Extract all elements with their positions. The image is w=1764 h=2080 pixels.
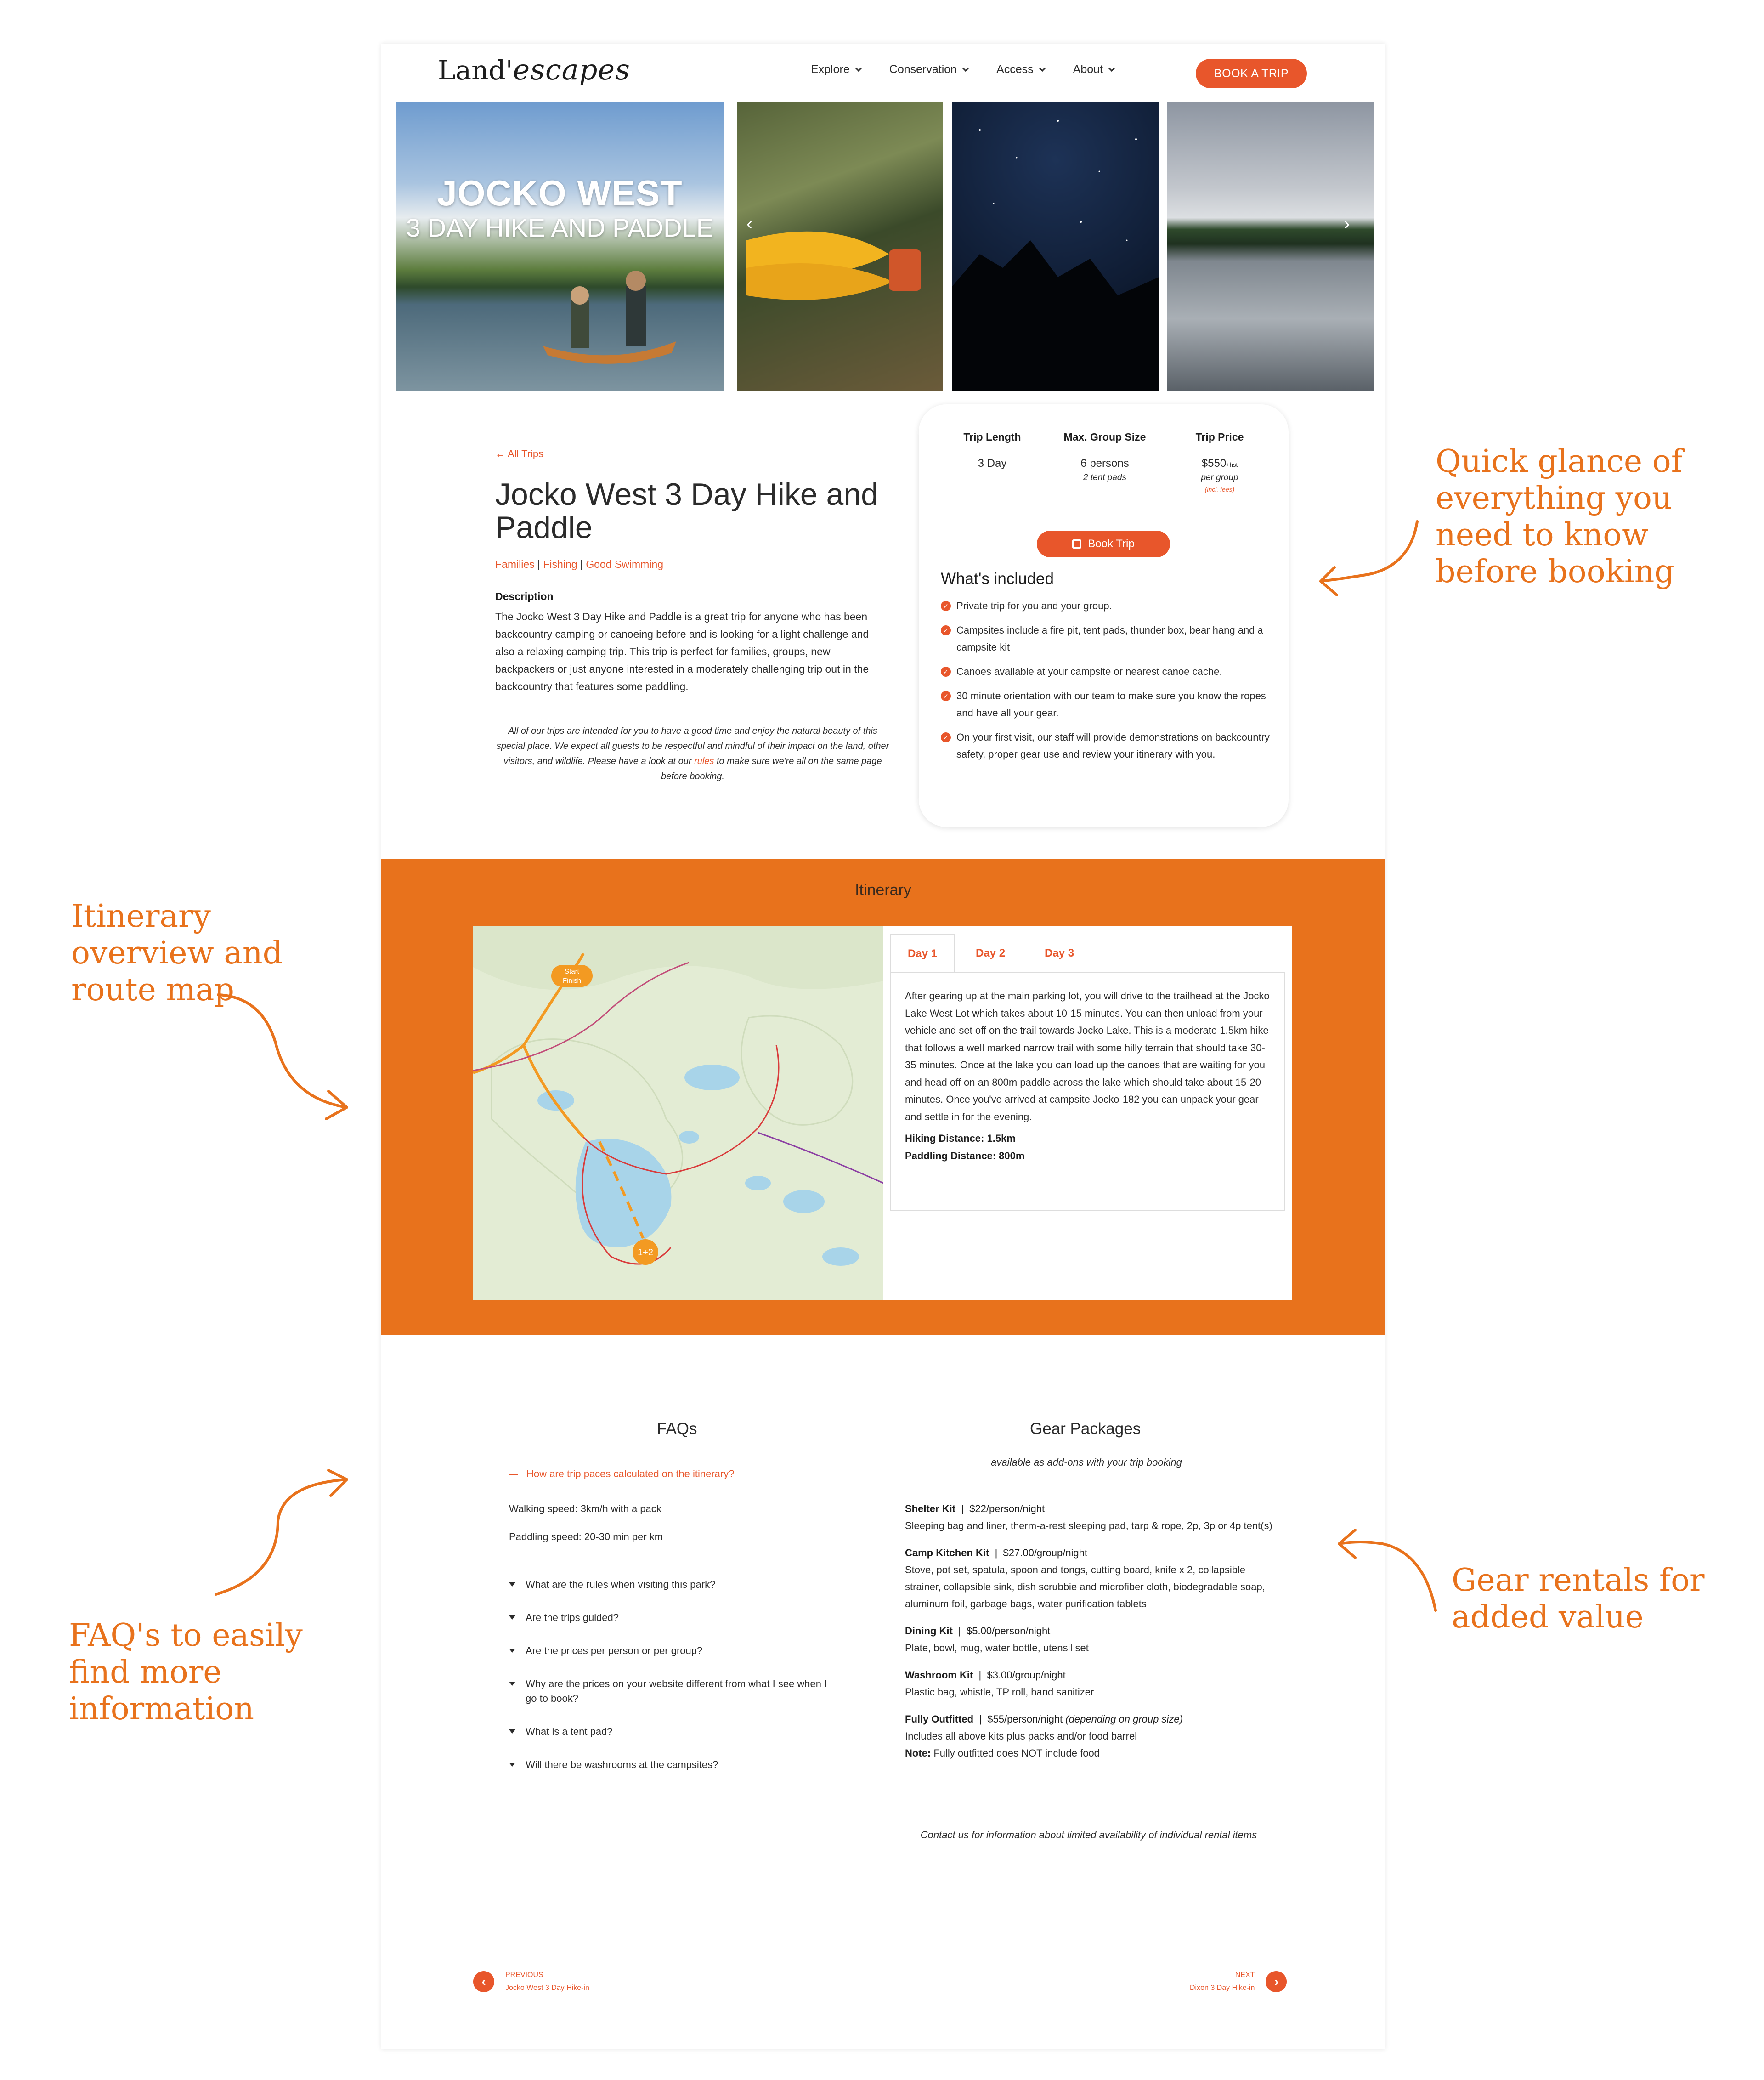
rules-link[interactable]: rules xyxy=(694,756,714,766)
gear-extra: (depending on group size) xyxy=(1065,1713,1183,1725)
included-text: Private trip for you and your group. xyxy=(956,600,1112,612)
book-trip-label: Book Trip xyxy=(1088,538,1135,550)
included-text: 30 minute orientation with our team to make sure you know the ropes and have all your gear. xyxy=(956,690,1266,719)
list-item xyxy=(941,622,1272,656)
list-item xyxy=(941,663,1272,680)
itinerary-section xyxy=(381,859,1385,1335)
night-sky-illustration xyxy=(952,102,1159,391)
map-finish-label: Finish xyxy=(562,977,582,985)
next-label: NEXT xyxy=(1235,1971,1255,1979)
list-item xyxy=(941,729,1272,763)
nav-label: Access xyxy=(996,63,1034,76)
nav-label: Explore xyxy=(811,63,850,76)
day-content xyxy=(890,972,1285,1211)
nav-about[interactable] xyxy=(1073,63,1114,76)
route-map-drawing xyxy=(473,926,883,1300)
previous-title: Jocko West 3 Day Hike-in xyxy=(505,1984,589,1992)
faq-list xyxy=(509,1577,840,1791)
route-map[interactable] xyxy=(473,926,883,1300)
caret-down-icon xyxy=(509,1649,515,1653)
map-start-label: Start xyxy=(565,968,579,975)
stat-sub: per group xyxy=(1201,473,1238,482)
included-text: Canoes available at your campsite or nearest canoe cache. xyxy=(956,666,1222,677)
gear-package: Fully Outfitted | $55/person/night (depending on group size) Includes all above kits plus packs and/or food barrel Note: Fully outfitted does NOT include food xyxy=(905,1711,1272,1762)
note-text: All of our trips are intended for you to have a good time and enjoy the natural beauty of this special place. We expect all guests to be respectful and mindful of their impact on the land, other visitors, and wildlife. Please have a look at our xyxy=(496,726,889,766)
gear-price: $22/person/night xyxy=(969,1503,1045,1514)
gear-desc: Stove, pot set, spatula, spoon and tongs, cutting board, knife x 2, collapsible strainer, collapsible sink, dish scrubbie and microfiber cloth, biodegradable soap, aluminum foil, garbage bags, water purification tablets xyxy=(905,1564,1265,1610)
nav-label: Conservation xyxy=(889,63,957,76)
gallery-image-lake[interactable] xyxy=(1167,102,1374,391)
main-nav xyxy=(811,63,1142,76)
gear-name: Fully Outfitted xyxy=(905,1713,974,1725)
gear-desc: Includes all above kits plus packs and/or food barrel xyxy=(905,1730,1137,1742)
faqs-heading: FAQs xyxy=(657,1420,697,1438)
included-heading: What's included xyxy=(941,570,1054,588)
caret-down-icon xyxy=(509,1615,515,1620)
gear-name: Shelter Kit xyxy=(905,1503,956,1514)
kayaks-illustration xyxy=(737,102,943,391)
price-unit: +hst xyxy=(1226,461,1238,468)
gallery-image-canoe[interactable] xyxy=(396,102,724,391)
faq-item[interactable] xyxy=(509,1610,840,1625)
annotation-arrow-icon xyxy=(211,988,358,1126)
book-trip-button[interactable] xyxy=(1037,531,1170,557)
calendar-icon xyxy=(1072,539,1081,549)
minus-icon xyxy=(509,1474,518,1475)
stat-label: Trip Price xyxy=(1195,431,1244,443)
gear-desc: Plate, bowl, mug, water bottle, utensil set xyxy=(905,1642,1089,1654)
gear-name: Washroom Kit xyxy=(905,1669,973,1681)
gallery-subtitle: 3 DAY HIKE AND PADDLE xyxy=(406,213,714,242)
included-text: On your first visit, our staff will provide demonstrations on backcountry safety, proper gear use and review your itinerary with you. xyxy=(956,731,1270,760)
faq-item[interactable] xyxy=(509,1644,840,1658)
gear-contact-note: Contact us for information about limited availability of individual rental items xyxy=(920,1829,1257,1841)
page-card xyxy=(381,44,1385,2049)
chevron-left-circle-icon: ‹ xyxy=(473,1971,494,1992)
gear-package: Shelter Kit | $22/person/night Sleeping bag and liner, therm-a-rest sleeping pad, tarp & rope, 2p, 3p or 4p tent(s) xyxy=(905,1500,1272,1534)
faq-question-text: What is a tent pad? xyxy=(526,1726,613,1737)
stat-value: 6 persons xyxy=(1080,457,1129,470)
book-a-trip-button[interactable]: BOOK A TRIP xyxy=(1196,59,1307,88)
faq-question-text: Are the prices per person or per group? xyxy=(526,1645,703,1656)
gear-price: $3.00/group/night xyxy=(987,1669,1066,1681)
tag-link[interactable]: Good Swimming xyxy=(586,558,664,570)
gallery-image-kayaks[interactable] xyxy=(737,102,943,391)
check-circle-icon: ✓ xyxy=(941,667,951,677)
next-trip-link[interactable] xyxy=(1190,1969,1287,1995)
gear-package: Washroom Kit | $3.00/group/night Plastic bag, whistle, TP roll, hand sanitizer xyxy=(905,1666,1272,1700)
faq-answer-line: Paddling speed: 20-30 min per km xyxy=(509,1531,663,1542)
annotation-arrow-icon xyxy=(209,1466,361,1604)
trip-summary-card xyxy=(919,404,1289,827)
gear-package: Camp Kitchen Kit | $27.00/group/night Stove, pot set, spatula, spoon and tongs, cutting board, knife x 2, collapsible strainer, collapsible sink, dish scrubbie and microfiber cloth, biodegradable soap, aluminum foil, garbage bags, water purification tablets xyxy=(905,1544,1272,1612)
nav-label: About xyxy=(1073,63,1103,76)
map-camp-label: 1+2 xyxy=(638,1247,653,1258)
stat-label: Max. Group Size xyxy=(1063,431,1146,443)
nav-access[interactable] xyxy=(996,63,1045,76)
all-trips-label: All Trips xyxy=(507,448,544,459)
check-circle-icon: ✓ xyxy=(941,732,951,742)
stat-trip-length xyxy=(951,431,1034,470)
stat-group-size xyxy=(1052,431,1158,483)
chevron-down-icon xyxy=(1108,65,1115,71)
all-trips-link[interactable]: ← All Trips xyxy=(495,448,544,459)
tab-day-3[interactable]: Day 3 xyxy=(1045,947,1074,959)
chevron-down-icon xyxy=(962,65,969,71)
annotation-itinerary: Itinerary overview and route map xyxy=(71,898,283,1008)
chevron-right-icon[interactable]: › xyxy=(1344,214,1350,234)
caret-down-icon xyxy=(509,1682,515,1686)
annotation-arrow-icon xyxy=(1332,1525,1442,1617)
nav-explore[interactable] xyxy=(811,63,861,76)
faq-answer-line: Walking speed: 3km/h with a pack xyxy=(509,1503,662,1514)
stat-sub: 2 tent pads xyxy=(1083,473,1127,482)
gear-name: Dining Kit xyxy=(905,1625,953,1637)
logo[interactable] xyxy=(438,53,630,103)
gear-desc: Sleeping bag and liner, therm-a-rest sleeping pad, tarp & rope, 2p, 3p or 4p tent(s) xyxy=(905,1520,1272,1531)
chevron-down-icon xyxy=(855,65,862,71)
stat-note: (incl. fees) xyxy=(1204,486,1235,493)
description-heading: Description xyxy=(495,590,554,602)
tab-day-2[interactable]: Day 2 xyxy=(976,947,1006,959)
tag-link[interactable]: Fishing xyxy=(543,558,577,570)
faq-question-text: Will there be washrooms at the campsites? xyxy=(526,1759,718,1770)
caret-down-icon xyxy=(509,1582,515,1587)
itinerary-panel xyxy=(883,926,1292,1300)
caret-down-icon xyxy=(509,1763,515,1767)
tag-link[interactable]: Families xyxy=(495,558,535,570)
gear-price: $5.00/person/night xyxy=(967,1625,1051,1637)
canoe-illustration xyxy=(396,102,724,391)
annotation-quick-glance: Quick glance of everything you need to know before booking xyxy=(1436,443,1683,590)
previous-label: PREVIOUS xyxy=(505,1971,543,1979)
stat-trip-price xyxy=(1185,431,1254,493)
gear-desc: Plastic bag, whistle, TP roll, hand sanitizer xyxy=(905,1686,1094,1698)
chevron-down-icon xyxy=(1039,65,1046,71)
gear-name: Camp Kitchen Kit xyxy=(905,1547,989,1559)
chevron-left-icon[interactable]: ‹ xyxy=(746,214,753,234)
faq-question-text: How are trip paces calculated on the itinerary? xyxy=(526,1468,735,1479)
hiking-distance: Hiking Distance: 1.5km xyxy=(905,1133,1016,1144)
included-text: Campsites include a fire pit, tent pads, thunder box, bear hang and a campsite kit xyxy=(956,624,1263,653)
previous-trip-link[interactable] xyxy=(473,1969,589,1995)
next-title: Dixon 3 Day Hike-in xyxy=(1190,1984,1255,1992)
day-description: After gearing up at the main parking lot, you will drive to the trailhead at the Jocko Lake West Lot which takes about 10-15 minutes. You can then unload from your vehicle and set off on the trail towards Jocko Lake. This is a moderate 1.5km hike that follows a well marked narrow trail with some hilly terrain that should take 30-35 minutes. Once at the lake you can load up the canoes that are waiting for you and head off on an 800m paddle across the lake which should take about 15-20 minutes. Once you've arrived at campsite Jocko-182 you can unpack your gear and settle in for the evening. xyxy=(905,990,1270,1122)
faq-question-text: Are the trips guided? xyxy=(526,1612,619,1623)
list-item xyxy=(941,597,1272,614)
gear-note-label: Note: xyxy=(905,1747,931,1759)
faq-open-question[interactable] xyxy=(509,1468,734,1480)
guest-note xyxy=(495,724,890,784)
check-circle-icon: ✓ xyxy=(941,625,951,635)
trip-tags: Families | Fishing | Good Swimming xyxy=(495,558,664,570)
nav-conservation[interactable] xyxy=(889,63,968,76)
stat-value: 3 Day xyxy=(978,457,1007,470)
price-value: $550 xyxy=(1201,457,1227,470)
faq-item[interactable] xyxy=(509,1577,840,1592)
faq-question-text: Why are the prices on your website different from what I see when I go to book? xyxy=(526,1678,827,1704)
tab-day-1[interactable]: Day 1 xyxy=(890,934,955,973)
gallery-title: JOCKO WEST xyxy=(437,173,683,213)
gear-price: $27.00/group/night xyxy=(1003,1547,1088,1559)
description-text: The Jocko West 3 Day Hike and Paddle is a great trip for anyone who has been backcountry camping or canoeing before and is looking for a light challenge and also a relaxing camping trip. This trip is perfect for families, groups, new backpackers or just anyone interested in a moderately challenging trip out in the backcountry that features some paddling. xyxy=(495,611,869,692)
faq-item[interactable] xyxy=(509,1724,840,1739)
gear-package: Dining Kit | $5.00/person/night Plate, bowl, mug, water bottle, utensil set xyxy=(905,1622,1272,1656)
trip-title: Jocko West 3 Day Hike and Paddle xyxy=(495,477,878,545)
faq-item[interactable] xyxy=(509,1757,840,1772)
check-circle-icon: ✓ xyxy=(941,691,951,701)
logo-text-land: Land' xyxy=(438,55,513,86)
faq-item[interactable] xyxy=(509,1677,840,1706)
annotation-faq: FAQ's to easily find more information xyxy=(69,1617,303,1727)
gear-list xyxy=(905,1500,1272,1772)
day-1-text xyxy=(905,987,1272,1164)
gear-note-text: Fully outfitted does NOT include food xyxy=(933,1747,1100,1759)
chevron-right-circle-icon: › xyxy=(1266,1971,1287,1992)
check-circle-icon: ✓ xyxy=(941,601,951,611)
faq-question-text: What are the rules when visiting this park? xyxy=(526,1579,716,1590)
stat-label: Trip Length xyxy=(963,431,1021,443)
list-item xyxy=(941,687,1272,721)
gear-subheading: available as add-ons with your trip booking xyxy=(991,1457,1182,1468)
paddling-distance: Paddling Distance: 800m xyxy=(905,1150,1025,1162)
gear-price: $55/person/night xyxy=(987,1713,1063,1725)
stat-value xyxy=(1185,457,1254,470)
caret-down-icon xyxy=(509,1729,515,1734)
itinerary-heading: Itinerary xyxy=(855,881,911,899)
included-list xyxy=(941,597,1272,770)
gallery-image-night-sky[interactable] xyxy=(952,102,1159,391)
annotation-arrow-icon xyxy=(1314,515,1424,606)
logo-text-escapes: escapes xyxy=(513,53,630,86)
gear-heading: Gear Packages xyxy=(1030,1420,1141,1438)
annotation-gear: Gear rentals for added value xyxy=(1452,1562,1705,1635)
note-text: to make sure we're all on the same page before booking. xyxy=(661,756,882,782)
